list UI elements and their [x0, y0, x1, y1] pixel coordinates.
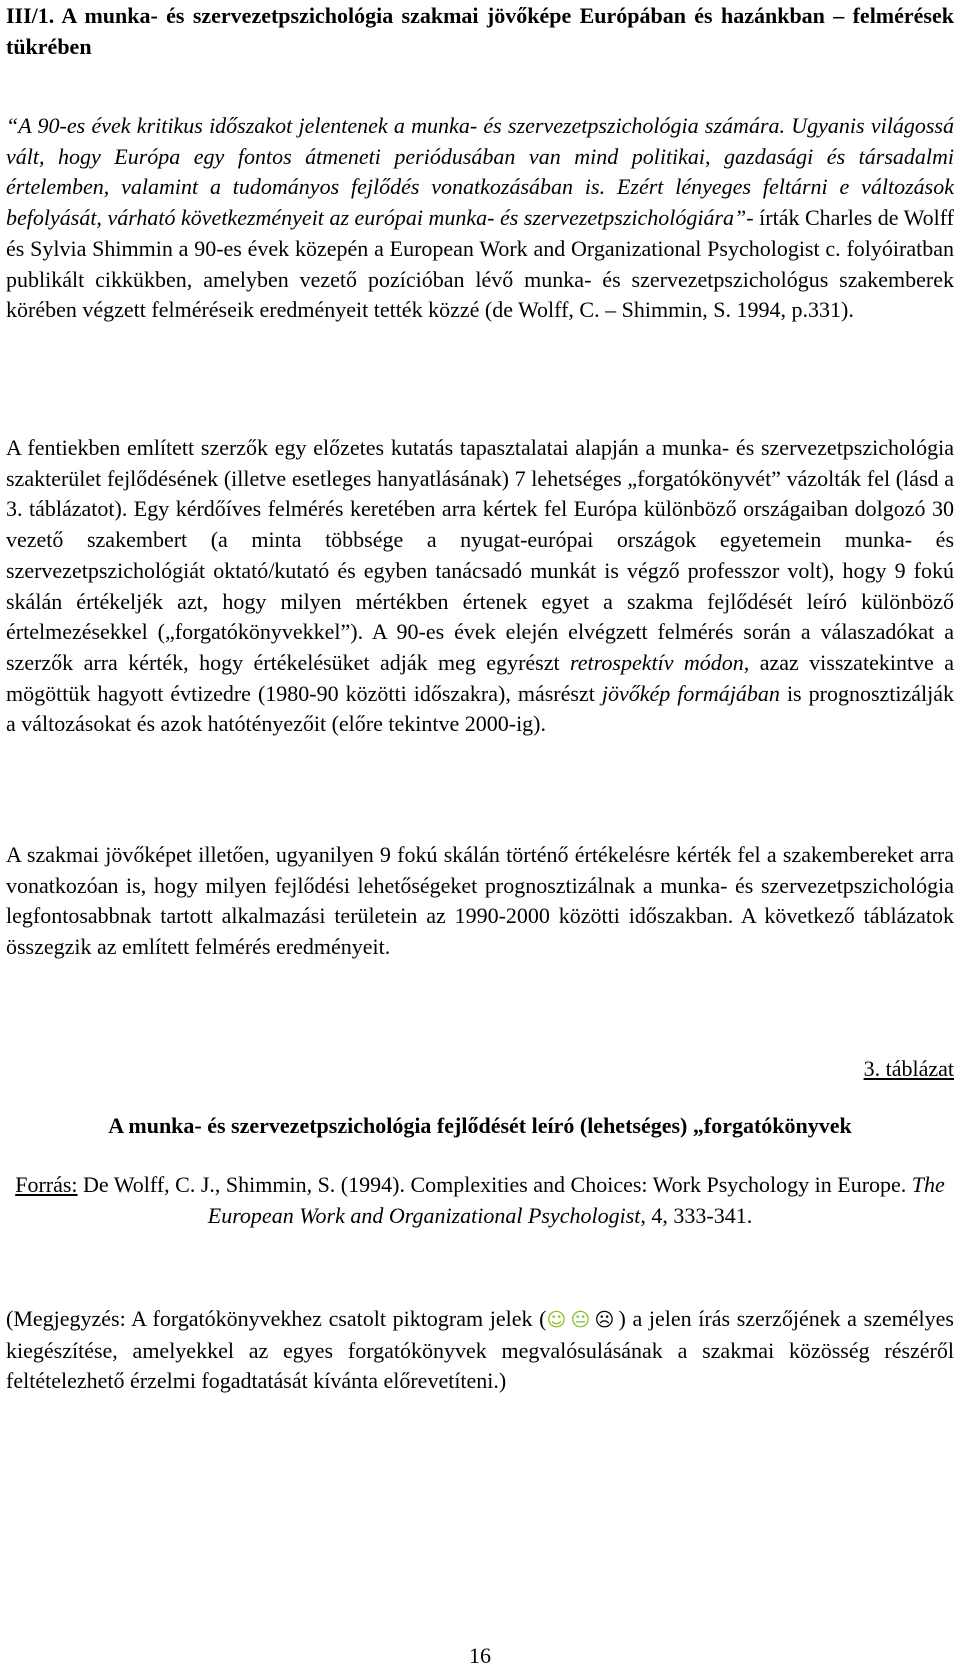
section-heading: III/1. A munka- és szervezetpszichológia szakmai jövőképe Európában és hazánkban – felmérések tükrében — [6, 3, 954, 59]
smiley-happy-icon: ☺ — [546, 1309, 567, 1331]
source-label: Forrás: — [15, 1172, 78, 1197]
note-text-2: ) a jelen írás szerzőjének a személyes kiegészítése, amelyekkel az egyes forgatókönyvek megvalósulásának a szakmai közösség részéről feltételezhető érzelmi fogadtatását kívánta előrevetíteni.) — [6, 1306, 954, 1394]
smiley-neutral-icon: 😐 — [570, 1309, 591, 1331]
source-text-1: De Wolff, C. J., Shimmin, S. (1994). Complexities and Choices: Work Psychology in Europe. — [83, 1172, 907, 1197]
page-number: 16 — [469, 1643, 491, 1668]
paragraph-note — [6, 1304, 954, 1397]
survey-text-3: is prognosztizálják a változásokat és azok hatótényezőit (előre tekintve 2000-ig). — [6, 680, 955, 737]
note-text-1: (Megjegyzés: A forgatókönyvekhez csatolt piktogram jelek ( — [6, 1306, 547, 1331]
quote-attribution: - írták Charles de Wolff és Sylvia Shimmin a 90-es évek közepén a European Work and Organizational Psychologist c. folyóiratban publikált cikkükben, amelyben vezető pozícióban lévő munka- és szervezetpszichológus szakemberek körében végzett felméréseik eredményeit tették közzé (de Wolff, C. – Shimmin, S. 1994, p.331). — [6, 205, 954, 323]
source-journal: The European Work and Organizational Psychologist — [207, 1172, 945, 1228]
paragraph-quote — [6, 111, 954, 326]
paragraph-survey — [6, 433, 954, 740]
quote-text: “A 90-es évek kritikus időszakot jelentenek a munka- és szervezetpszichológia számára. Ugyanis világossá vált, hogy Európa egy fontos átmeneti periódusában van mind politikai, gazdasági és társadalmi értelemben, valamint a tudományos fejlődés vonatkozásában is. Ezért lényeges feltárni e változások befolyását, várható következményeit az európai munka- és szervezetpszichológiára” — [6, 113, 954, 231]
paragraph-future: A szakmai jövőképet illetően, ugyanilyen 9 fokú skálán történő értékelésre kérték fel a szakembereket arra vonatkozóan is, hogy milyen fejlődési lehetőségeket prognosztizálnak a munka- és szervezetpszichológia legfontosabbnak tartott alkalmazási területein az 1990-2000 közötti időszakban. A következő táblázatok összegzik az említett felmérés eredményeit. — [6, 842, 954, 960]
smiley-sad-icon: ☹ — [594, 1309, 615, 1331]
source-citation — [0, 1169, 960, 1231]
survey-italic-vision: jövőkép formájában — [601, 680, 780, 706]
table-reference: 3. táblázat — [863, 1056, 954, 1081]
survey-text-2: , azaz visszatekintve a mögöttük hagyott évtizedre (1980-90 közötti időszakra), másrészt — [6, 649, 954, 706]
survey-italic-retrospective: retrospektív módon — [570, 649, 744, 675]
survey-text-1: A fentiekben említett szerzők egy előzetes kutatás tapasztalatai alapján a munka- és szervezetpszichológia szakterület fejlődésének (illetve esetleges hanyatlásának) 7 lehetséges „forgatókönyvét” vázolták fel (lásd a 3. táblázatot). Egy kérdőíves felmérés keretében arra kértek fel Európa különböző országaiban dolgozó 30 vezető szakembert (a minta többsége a nyugat-európai országok egyetemein munka- és szervezetpszichológiát oktató/kutató és egyben tanácsadó munkát is végző professzor volt), hogy 9 fokú skálán értékeljék azt, hogy milyen mértékben értenek egyet a szakma fejlődését leíró különböző értelmezésekkel („forgatókönyvekkel”). A 90-es évek elején elvégzett felmérés során a válaszadókat a szerzők arra kérték, hogy értékelésüket adják meg egyrészt — [6, 435, 954, 675]
source-text-2: , 4, 333-341. — [640, 1203, 753, 1228]
table-title: A munka- és szervezetpszichológia fejlődését leíró (lehetséges) „forgatókönyvek — [108, 1113, 852, 1138]
